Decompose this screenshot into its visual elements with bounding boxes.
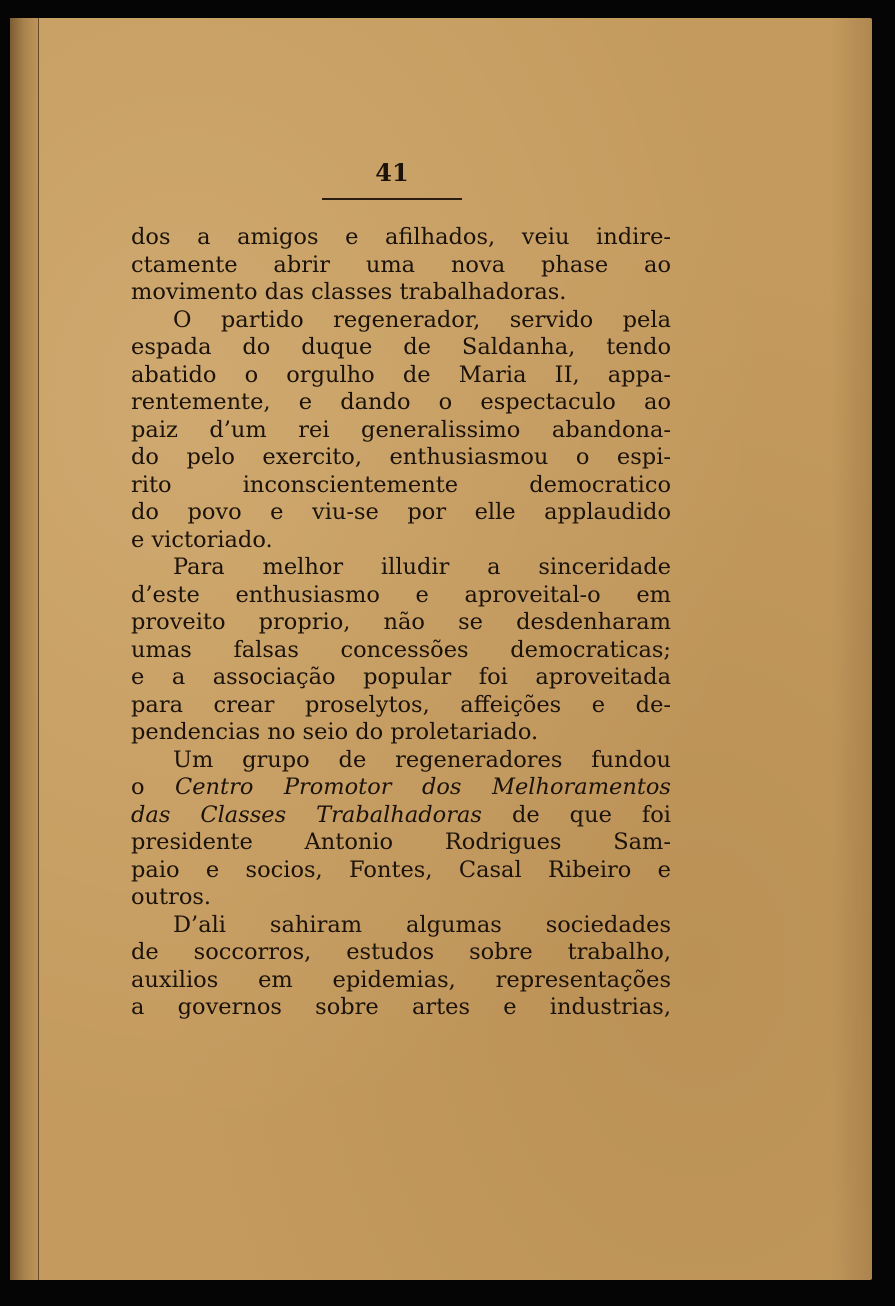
text-line: outros. — [131, 884, 212, 910]
text-line: do pelo exercito, enthusiasmou o espi- — [131, 444, 671, 470]
text-line: e victoriado. — [131, 526, 273, 553]
header-rule — [322, 198, 462, 200]
text-line: e a associação popular foi aproveitada — [131, 664, 671, 690]
text-line: paiz d’um rei generalissimo abandona- — [131, 416, 671, 443]
text-line: dos a amigos e afilhados, veiu indire- — [131, 224, 671, 250]
text-line: o Centro Promotor dos Melhoramentos — [131, 774, 671, 800]
page-number: 41 — [375, 158, 409, 187]
text-line: umas falsas concessões democraticas; — [131, 636, 671, 663]
text-line: ctamente abrir uma nova phase ao — [131, 251, 671, 278]
text-line: Um grupo de regeneradores fundou — [173, 746, 671, 773]
text-line: D’ali sahiram algumas sociedades — [173, 911, 671, 938]
text-line: pendencias no seio do proletariado. — [131, 719, 539, 745]
text-line: das Classes Trabalhadoras de que foi — [131, 801, 671, 828]
text-line: movimento das classes trabalhadoras. — [131, 279, 567, 305]
text-line: Para melhor illudir a sinceridade — [173, 554, 671, 580]
text-line: abatido o orgulho de Maria II, appa- — [131, 361, 671, 388]
text-line: proveito proprio, não se desdenharam — [131, 609, 671, 635]
body-text — [131, 224, 671, 1022]
text-line: para crear proselytos, affeições e de- — [131, 691, 671, 718]
text-line: a governos sobre artes e industrias, — [131, 994, 671, 1020]
text-line: presidente Antonio Rodrigues Sam- — [131, 829, 671, 855]
text-line: rentemente, e dando o espectaculo ao — [131, 389, 671, 415]
text-line: espada do duque de Saldanha, tendo — [131, 334, 671, 360]
book-binding-edge — [10, 18, 39, 1280]
text-line: auxilios em epidemias, representações — [131, 966, 671, 993]
text-line: d’este enthusiasmo e aproveital-o em — [131, 581, 671, 608]
text-line: do povo e viu-se por elle applaudido — [131, 499, 671, 525]
text-line: rito inconscientemente democratico — [131, 471, 671, 498]
text-line: paio e socios, Fontes, Casal Ribeiro e — [131, 856, 671, 883]
text-line: O partido regenerador, servido pela — [173, 306, 671, 333]
text-line: de soccorros, estudos sobre trabalho, — [131, 939, 671, 965]
